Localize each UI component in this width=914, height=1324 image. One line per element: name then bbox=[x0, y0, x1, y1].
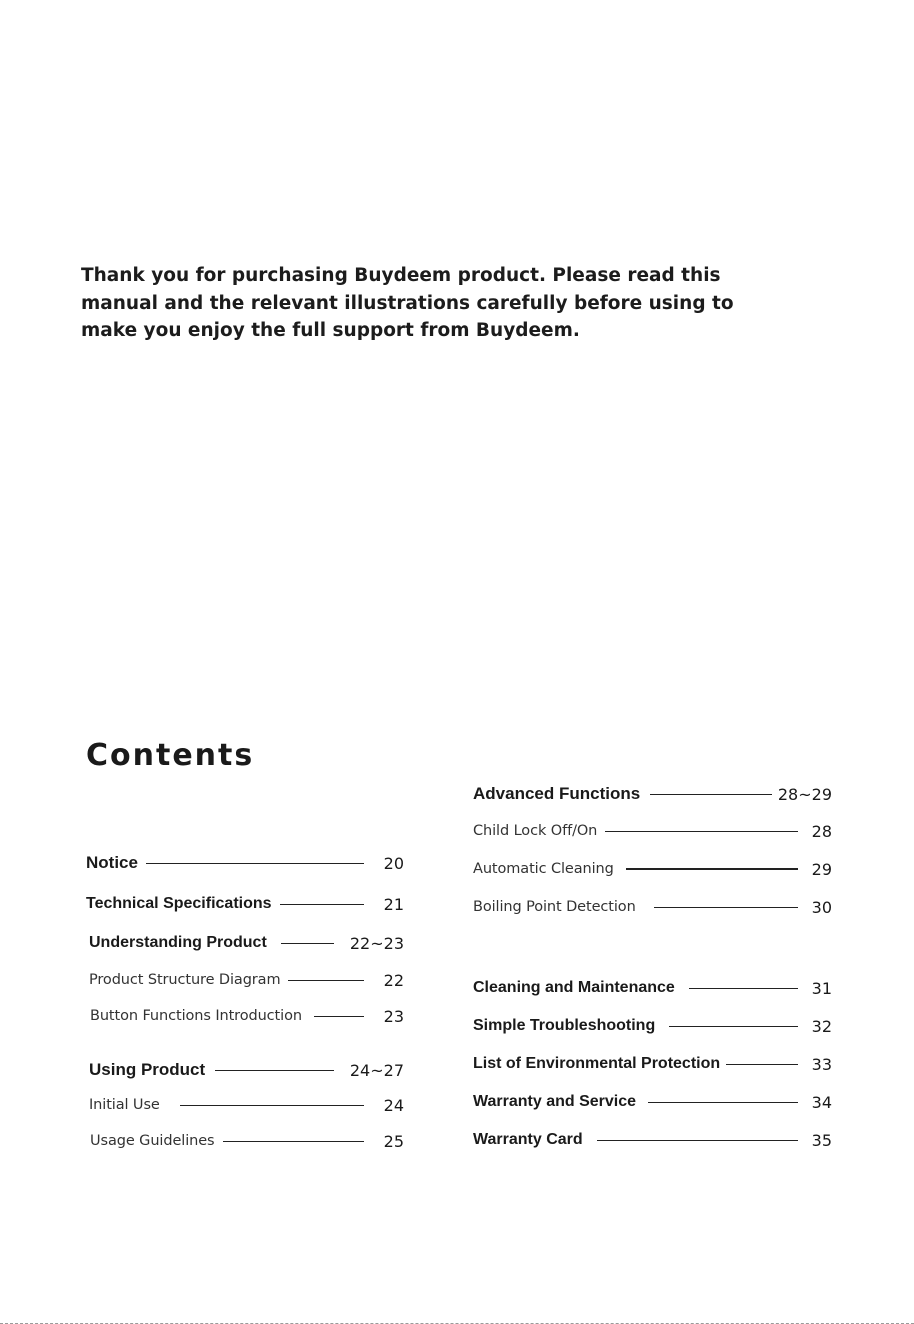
toc-leader-line bbox=[146, 863, 364, 864]
toc-leader-line bbox=[314, 1016, 364, 1017]
toc-label: Cleaning and Maintenance bbox=[473, 979, 675, 996]
toc-page-number: 35 bbox=[811, 1130, 832, 1150]
toc-entry-notice[interactable] bbox=[86, 851, 404, 875]
toc-label: Usage Guidelines bbox=[90, 1133, 215, 1149]
toc-label: Product Structure Diagram bbox=[89, 972, 281, 988]
toc-entry-usage-guidelines[interactable] bbox=[90, 1129, 404, 1153]
intro-line-1: Thank you for purchasing Buydeem product. Please read this bbox=[81, 265, 721, 286]
toc-page-number: 20 bbox=[383, 853, 404, 873]
toc-page-number: 25 bbox=[383, 1131, 404, 1151]
toc-leader-line bbox=[605, 831, 797, 832]
toc-label: Child Lock Off/On bbox=[473, 823, 598, 839]
toc-label: Initial Use bbox=[89, 1097, 160, 1113]
intro-paragraph bbox=[81, 262, 801, 345]
toc-page-number: 31 bbox=[811, 978, 832, 998]
toc-leader-line bbox=[281, 943, 334, 944]
toc-leader-line bbox=[288, 980, 363, 981]
toc-entry-using-product[interactable] bbox=[89, 1058, 404, 1082]
toc-entry-advanced-functions[interactable] bbox=[473, 782, 832, 806]
toc-label: Simple Troubleshooting bbox=[473, 1017, 656, 1034]
toc-label: Automatic Cleaning bbox=[473, 861, 614, 877]
toc-entry-warranty-and-service[interactable] bbox=[473, 1090, 832, 1114]
toc-leader-line bbox=[597, 1140, 798, 1141]
toc-page-number: 32 bbox=[811, 1016, 832, 1036]
toc-entry-simple-troubleshooting[interactable] bbox=[473, 1014, 832, 1038]
toc-page-number: 28~29 bbox=[777, 784, 832, 804]
toc-label: Notice bbox=[86, 853, 138, 872]
toc-leader-line bbox=[654, 907, 798, 908]
toc-label: Warranty Card bbox=[473, 1131, 583, 1148]
toc-entry-understanding-product[interactable] bbox=[89, 931, 404, 955]
toc-entry-product-structure-diagram[interactable] bbox=[89, 968, 404, 992]
toc-leader-line bbox=[669, 1026, 797, 1027]
intro-line-3: make you enjoy the full support from Buydeem. bbox=[81, 320, 580, 341]
toc-page-number: 21 bbox=[383, 894, 404, 914]
toc-page-number: 24~27 bbox=[349, 1060, 404, 1080]
toc-leader-line bbox=[648, 1102, 798, 1103]
toc-entry-automatic-cleaning[interactable] bbox=[473, 857, 832, 881]
toc-page-number: 28 bbox=[811, 821, 832, 841]
toc-page-number: 22 bbox=[383, 970, 404, 990]
toc-leader-line bbox=[280, 904, 364, 905]
toc-leader-line bbox=[626, 868, 798, 870]
toc-entry-initial-use[interactable] bbox=[89, 1093, 404, 1117]
toc-entry-list-of-environmental-protection[interactable] bbox=[473, 1052, 832, 1076]
intro-line-2: manual and the relevant illustrations carefully before using to bbox=[81, 292, 734, 314]
toc-page-number: 24 bbox=[383, 1095, 404, 1115]
toc-label: Boiling Point Detection bbox=[473, 899, 636, 915]
toc-leader-line bbox=[726, 1064, 798, 1065]
toc-entry-button-functions-introduction[interactable] bbox=[90, 1004, 404, 1028]
toc-page-number: 34 bbox=[811, 1092, 832, 1112]
toc-page-number: 22~23 bbox=[349, 933, 404, 953]
toc-leader-line bbox=[215, 1070, 334, 1071]
toc-entry-boiling-point-detection[interactable] bbox=[473, 895, 832, 919]
toc-page-number: 23 bbox=[383, 1006, 404, 1026]
toc-leader-line bbox=[223, 1141, 364, 1142]
toc-page-number: 30 bbox=[811, 897, 832, 917]
toc-leader-line bbox=[689, 988, 798, 989]
toc-label: Using Product bbox=[89, 1060, 206, 1079]
toc-page-number: 29 bbox=[811, 859, 832, 879]
toc-label: Technical Specifications bbox=[86, 895, 272, 912]
toc-label: Button Functions Introduction bbox=[90, 1008, 302, 1024]
toc-label: Understanding Product bbox=[89, 934, 267, 951]
toc-entry-technical-specifications[interactable] bbox=[86, 892, 404, 916]
contents-title: Contents bbox=[86, 738, 255, 773]
toc-label: Warranty and Service bbox=[473, 1093, 637, 1110]
toc-entry-cleaning-and-maintenance[interactable] bbox=[473, 976, 832, 1000]
toc-entry-child-lock[interactable] bbox=[473, 819, 832, 843]
toc-page-number: 33 bbox=[811, 1054, 832, 1074]
toc-leader-line bbox=[180, 1105, 364, 1106]
toc-entry-warranty-card[interactable] bbox=[473, 1128, 832, 1152]
toc-label: List of Environmental Protection bbox=[473, 1055, 721, 1072]
toc-label: Advanced Functions bbox=[473, 784, 641, 803]
toc-leader-line bbox=[650, 794, 772, 795]
